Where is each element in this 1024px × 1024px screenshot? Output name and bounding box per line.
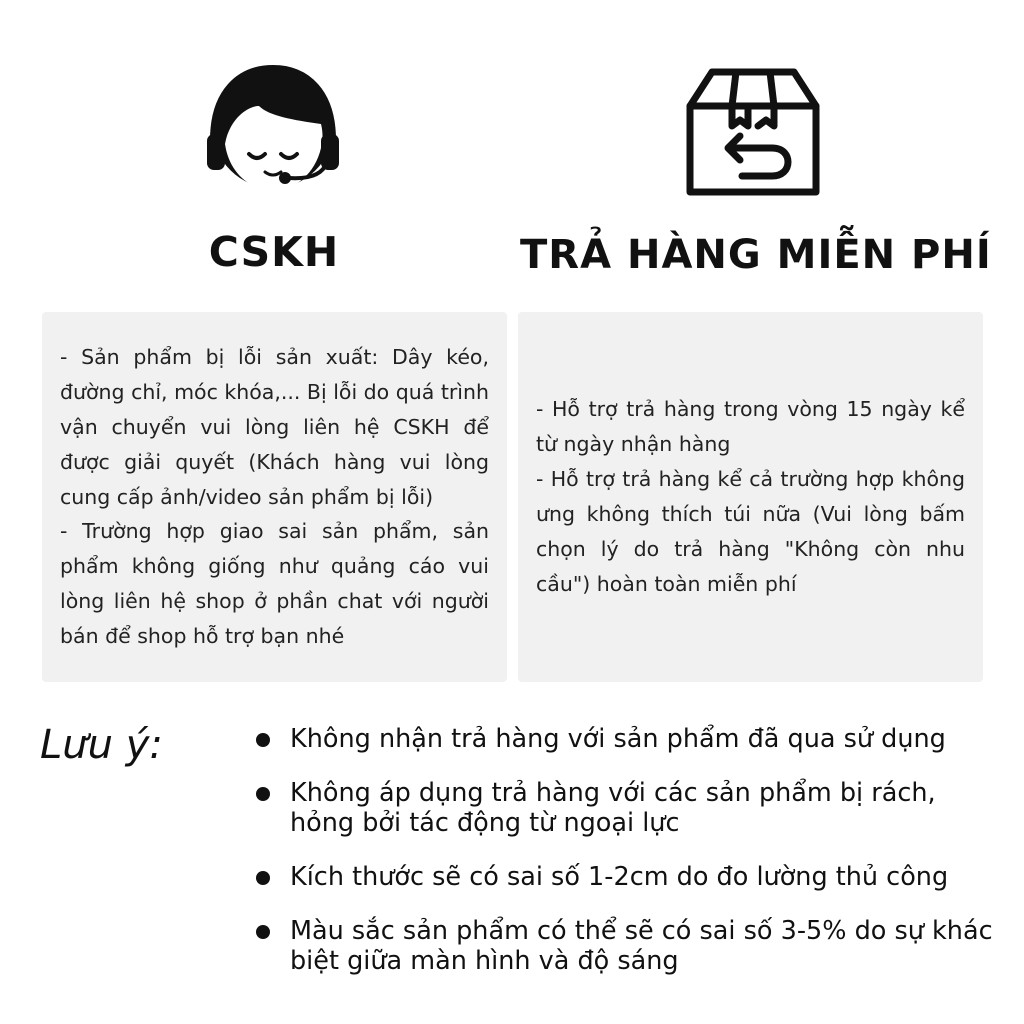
note-item-no-used xyxy=(250,724,1000,754)
free-return-info-panel xyxy=(518,312,983,682)
note-list xyxy=(250,724,1000,976)
note-item-text: Màu sắc sản phẩm có thể sẽ có sai số 3-5% do sự khác biệt giữa màn hình và độ sáng xyxy=(290,916,993,976)
cskh-title: CSKH xyxy=(208,228,340,276)
cskh-info-panel xyxy=(42,312,507,682)
free-return-title: TRẢ HÀNG MIỄN PHÍ xyxy=(520,232,992,278)
bullet-icon xyxy=(256,871,270,885)
note-item-text: Không áp dụng trả hàng với các sản phẩm bị rách, hỏng bởi tác động từ ngoại lực xyxy=(290,778,936,838)
bullet-icon xyxy=(256,787,270,801)
note-item-size-tolerance xyxy=(250,862,1000,892)
note-item-color-tolerance xyxy=(250,916,1000,976)
note-item-text: Không nhận trả hàng với sản phẩm đã qua sử dụng xyxy=(290,724,946,754)
box-return-icon xyxy=(684,66,822,198)
cskh-info-text: - Sản phẩm bị lỗi sản xuất: Dây kéo, đường chỉ, móc khóa,... Bị lỗi do quá trình vận chuyển vui lòng liên hệ CSKH để được giải quyết (Khách hàng vui lòng cung cấp ảnh/video sản phẩm bị lỗi) - Trường hợp giao sai sản phẩm, sản phẩm không giống như quảng cáo vui lòng liên hệ shop ở phần chat với người bán để shop hỗ trợ bạn nhé xyxy=(60,345,489,648)
note-item-text: Kích thước sẽ có sai số 1-2cm do đo lường thủ công xyxy=(290,862,949,892)
note-label: Lưu ý: xyxy=(40,722,163,768)
free-return-info-text: - Hỗ trợ trả hàng trong vòng 15 ngày kể từ ngày nhận hàng - Hỗ trợ trả hàng kể cả trường hợp không ưng không thích túi nữa (Vui lòng bấm chọn lý do trả hàng "Không còn nhu cầu") hoàn toàn miễn phí xyxy=(536,397,965,596)
customer-support-headset-icon xyxy=(203,62,343,197)
bullet-icon xyxy=(256,733,270,747)
bullet-icon xyxy=(256,925,270,939)
note-item-no-damaged xyxy=(250,778,1000,838)
